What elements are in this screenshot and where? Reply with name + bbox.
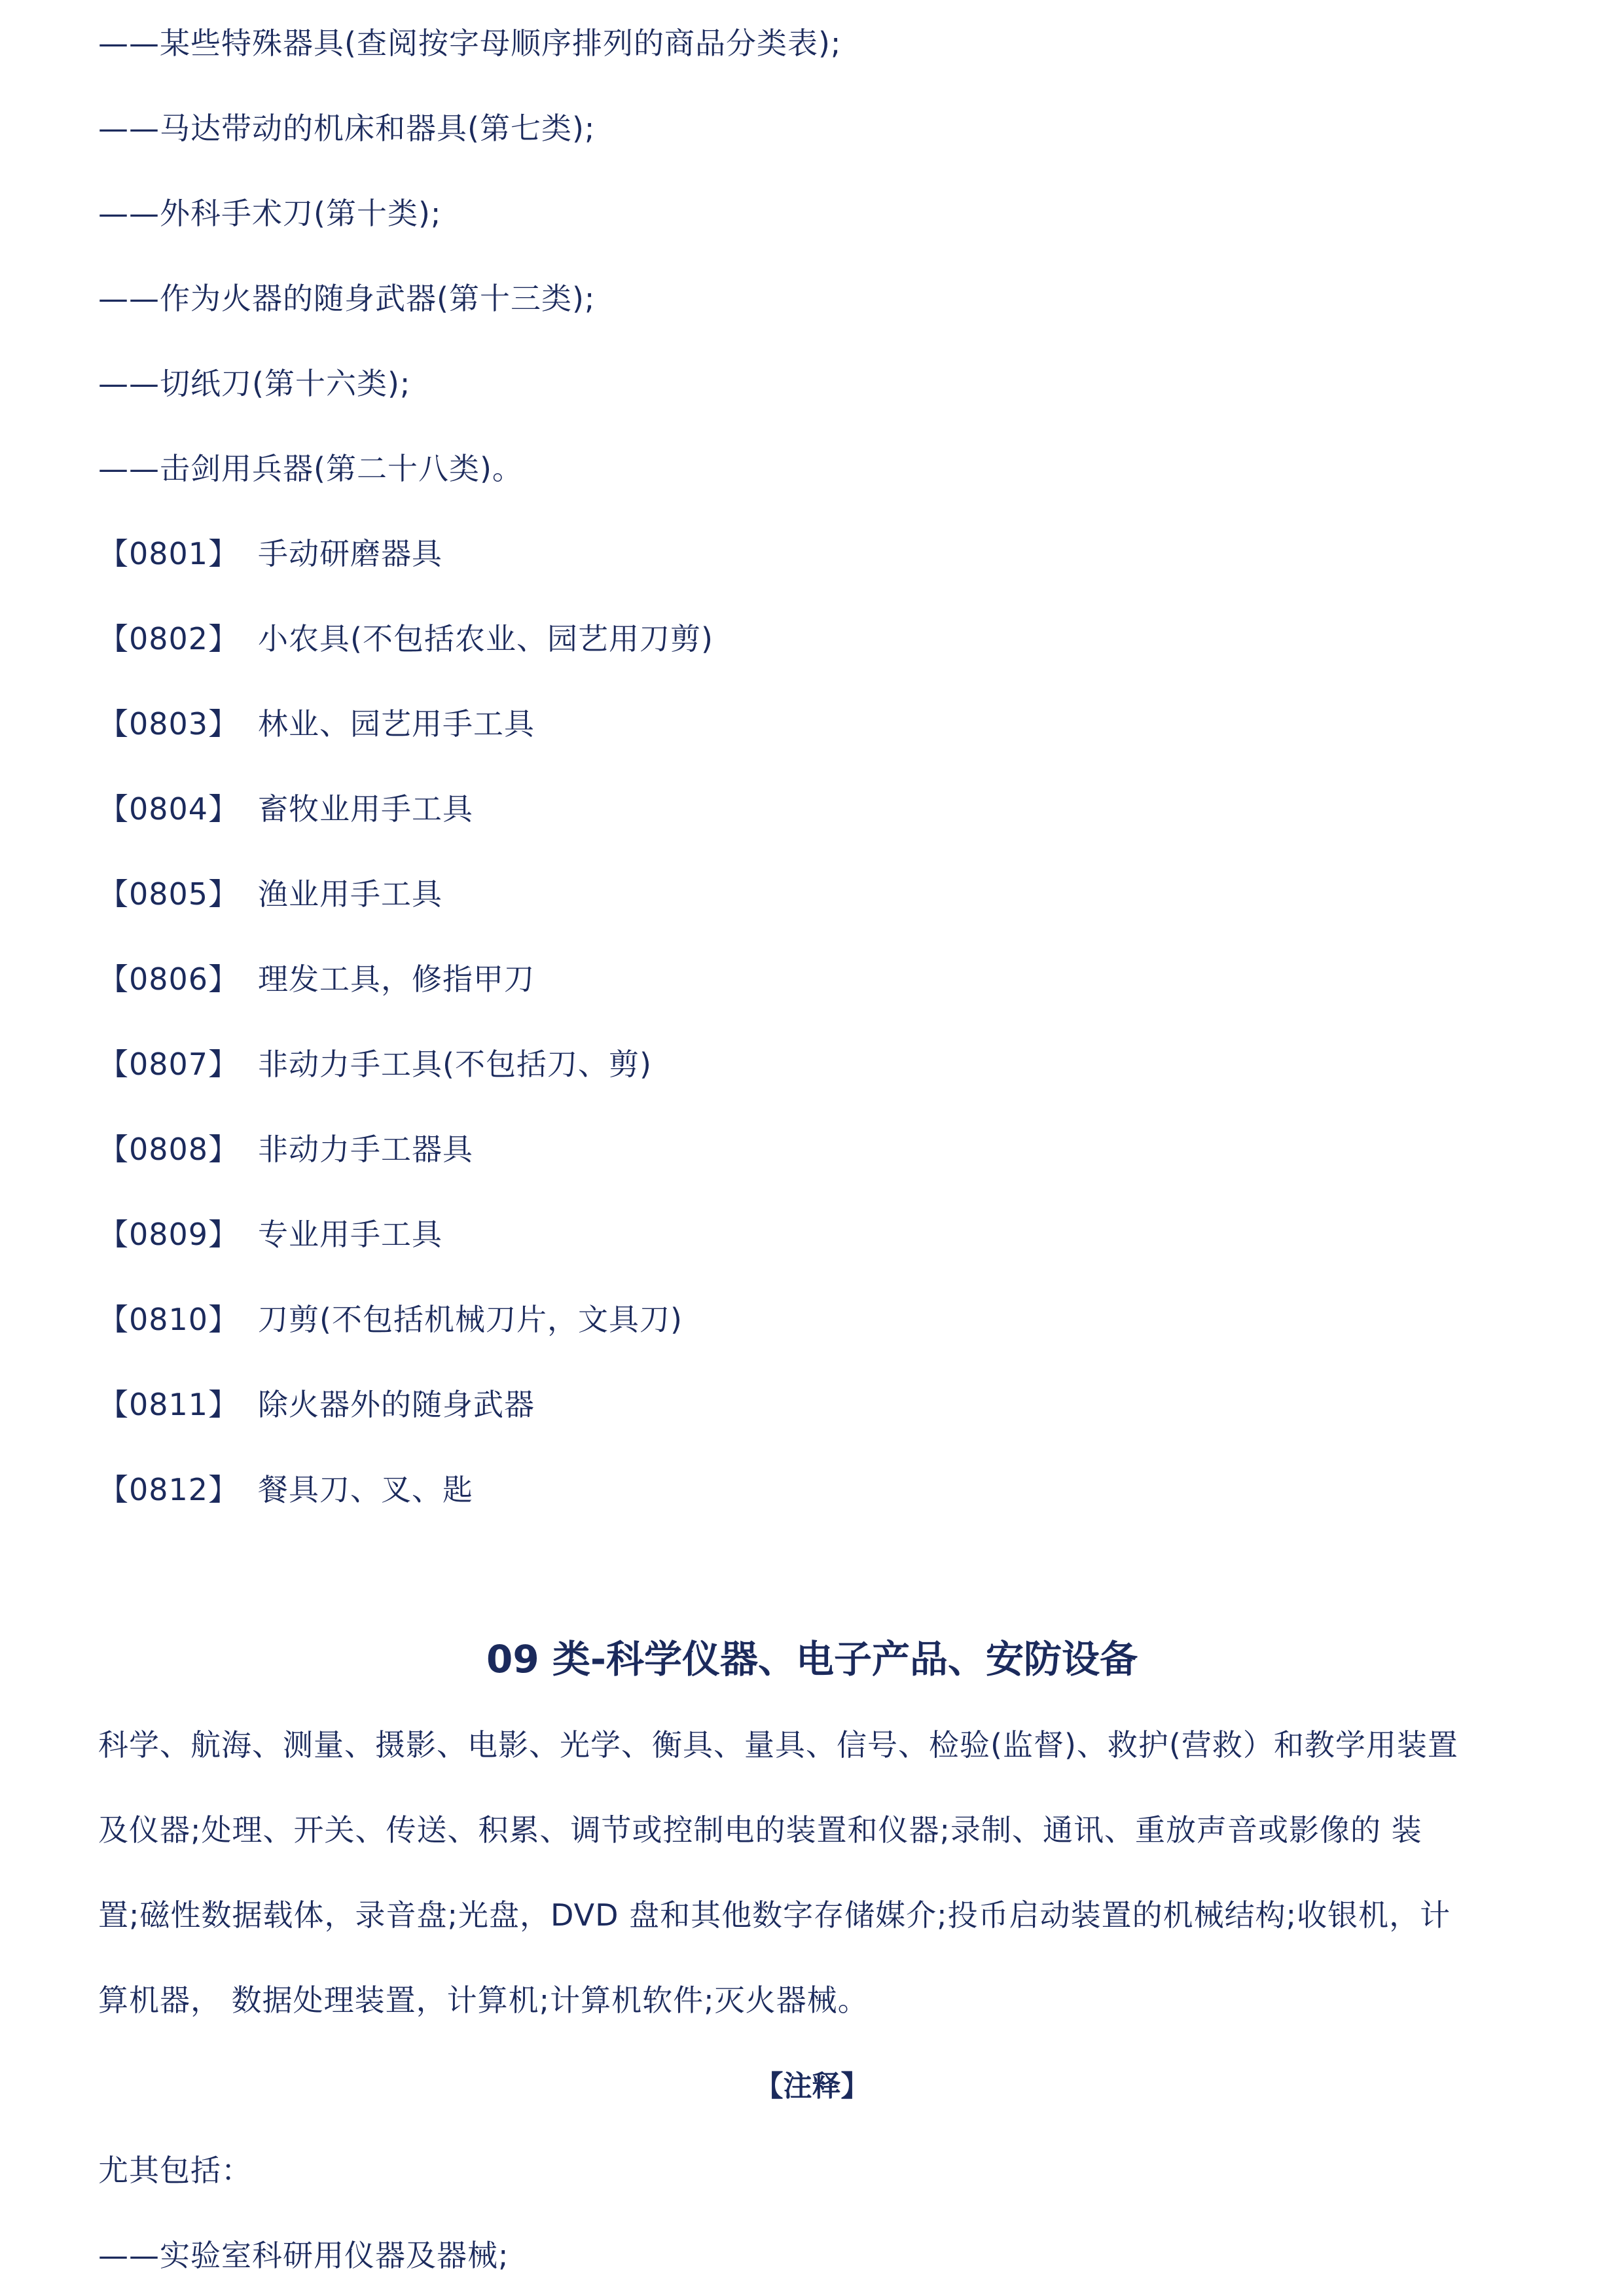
- group-item: [98, 1470, 473, 1509]
- group-label: 理发工具，修指甲刀: [258, 961, 535, 997]
- group-label: 手动研磨器具: [258, 536, 442, 571]
- group-code: 【0802】: [98, 621, 240, 656]
- exclusion-item: ——作为火器的随身武器(第十三类);: [98, 281, 596, 316]
- group-code: 【0805】: [98, 876, 240, 912]
- note-title: 【注释】: [754, 2070, 870, 2103]
- group-label: 专业用手工具: [258, 1217, 442, 1252]
- class-description-line: 置;磁性数据载体，录音盘;光盘，DVD 盘和其他数字存储媒介;投币启动装置的机械结构;收银机，计: [98, 1897, 1451, 1933]
- exclusion-item: ——切纸刀(第十六类);: [98, 366, 411, 401]
- group-label: 渔业用手工具: [258, 876, 442, 912]
- class-description-line: 算机器， 数据处理装置，计算机;计算机软件;灭火器械。: [98, 1982, 869, 2018]
- includes-item: ——实验室科研用仪器及器械;: [98, 2238, 509, 2273]
- group-item: [98, 1300, 683, 1339]
- exclusion-item: ——某些特殊器具(查阅按字母顺序排列的商品分类表);: [98, 26, 842, 61]
- group-item: [98, 1215, 442, 1254]
- group-item: [98, 534, 442, 573]
- group-item: [98, 874, 442, 914]
- group-item: [98, 1130, 473, 1169]
- group-code: 【0808】: [98, 1132, 240, 1167]
- group-code: 【0804】: [98, 791, 240, 827]
- group-code: 【0801】: [98, 536, 240, 571]
- class-heading: 09 类-科学仪器、电子产品、安防设备: [486, 1637, 1138, 1681]
- group-label: 餐具刀、叉、匙: [258, 1472, 473, 1507]
- group-item: [98, 1385, 535, 1424]
- group-label: 畜牧业用手工具: [258, 791, 473, 827]
- group-code: 【0803】: [98, 706, 240, 742]
- includes-label: 尤其包括：: [98, 2153, 252, 2188]
- group-code: 【0806】: [98, 961, 240, 997]
- class-description-line: 科学、航海、测量、摄影、电影、光学、衡具、量具、信号、检验(监督)、救护(营救）和教学用装置: [98, 1727, 1458, 1763]
- group-label: 林业、园艺用手工具: [258, 706, 535, 742]
- class-description-line: 及仪器;处理、开关、传送、积累、调节或控制电的装置和仪器;录制、通讯、重放声音或影像的 装: [98, 1812, 1422, 1848]
- group-item: [98, 1045, 652, 1084]
- group-code: 【0807】: [98, 1047, 240, 1082]
- exclusion-item: ——击剑用兵器(第二十八类)。: [98, 451, 523, 486]
- group-code: 【0809】: [98, 1217, 240, 1252]
- group-item: [98, 704, 535, 744]
- group-item: [98, 619, 713, 658]
- exclusion-item: ——马达带动的机床和器具(第七类);: [98, 111, 596, 146]
- group-label: 小农具(不包括农业、园艺用刀剪): [258, 621, 713, 656]
- group-code: 【0812】: [98, 1472, 240, 1507]
- exclusion-item: ——外科手术刀(第十类);: [98, 196, 442, 231]
- group-code: 【0811】: [98, 1387, 240, 1422]
- group-item: [98, 789, 473, 829]
- group-label: 非动力手工器具: [258, 1132, 473, 1167]
- group-label: 刀剪(不包括机械刀片，文具刀): [258, 1302, 683, 1337]
- group-item: [98, 960, 535, 999]
- group-label: 非动力手工具(不包括刀、剪): [258, 1047, 652, 1082]
- group-label: 除火器外的随身武器: [258, 1387, 535, 1422]
- group-code: 【0810】: [98, 1302, 240, 1337]
